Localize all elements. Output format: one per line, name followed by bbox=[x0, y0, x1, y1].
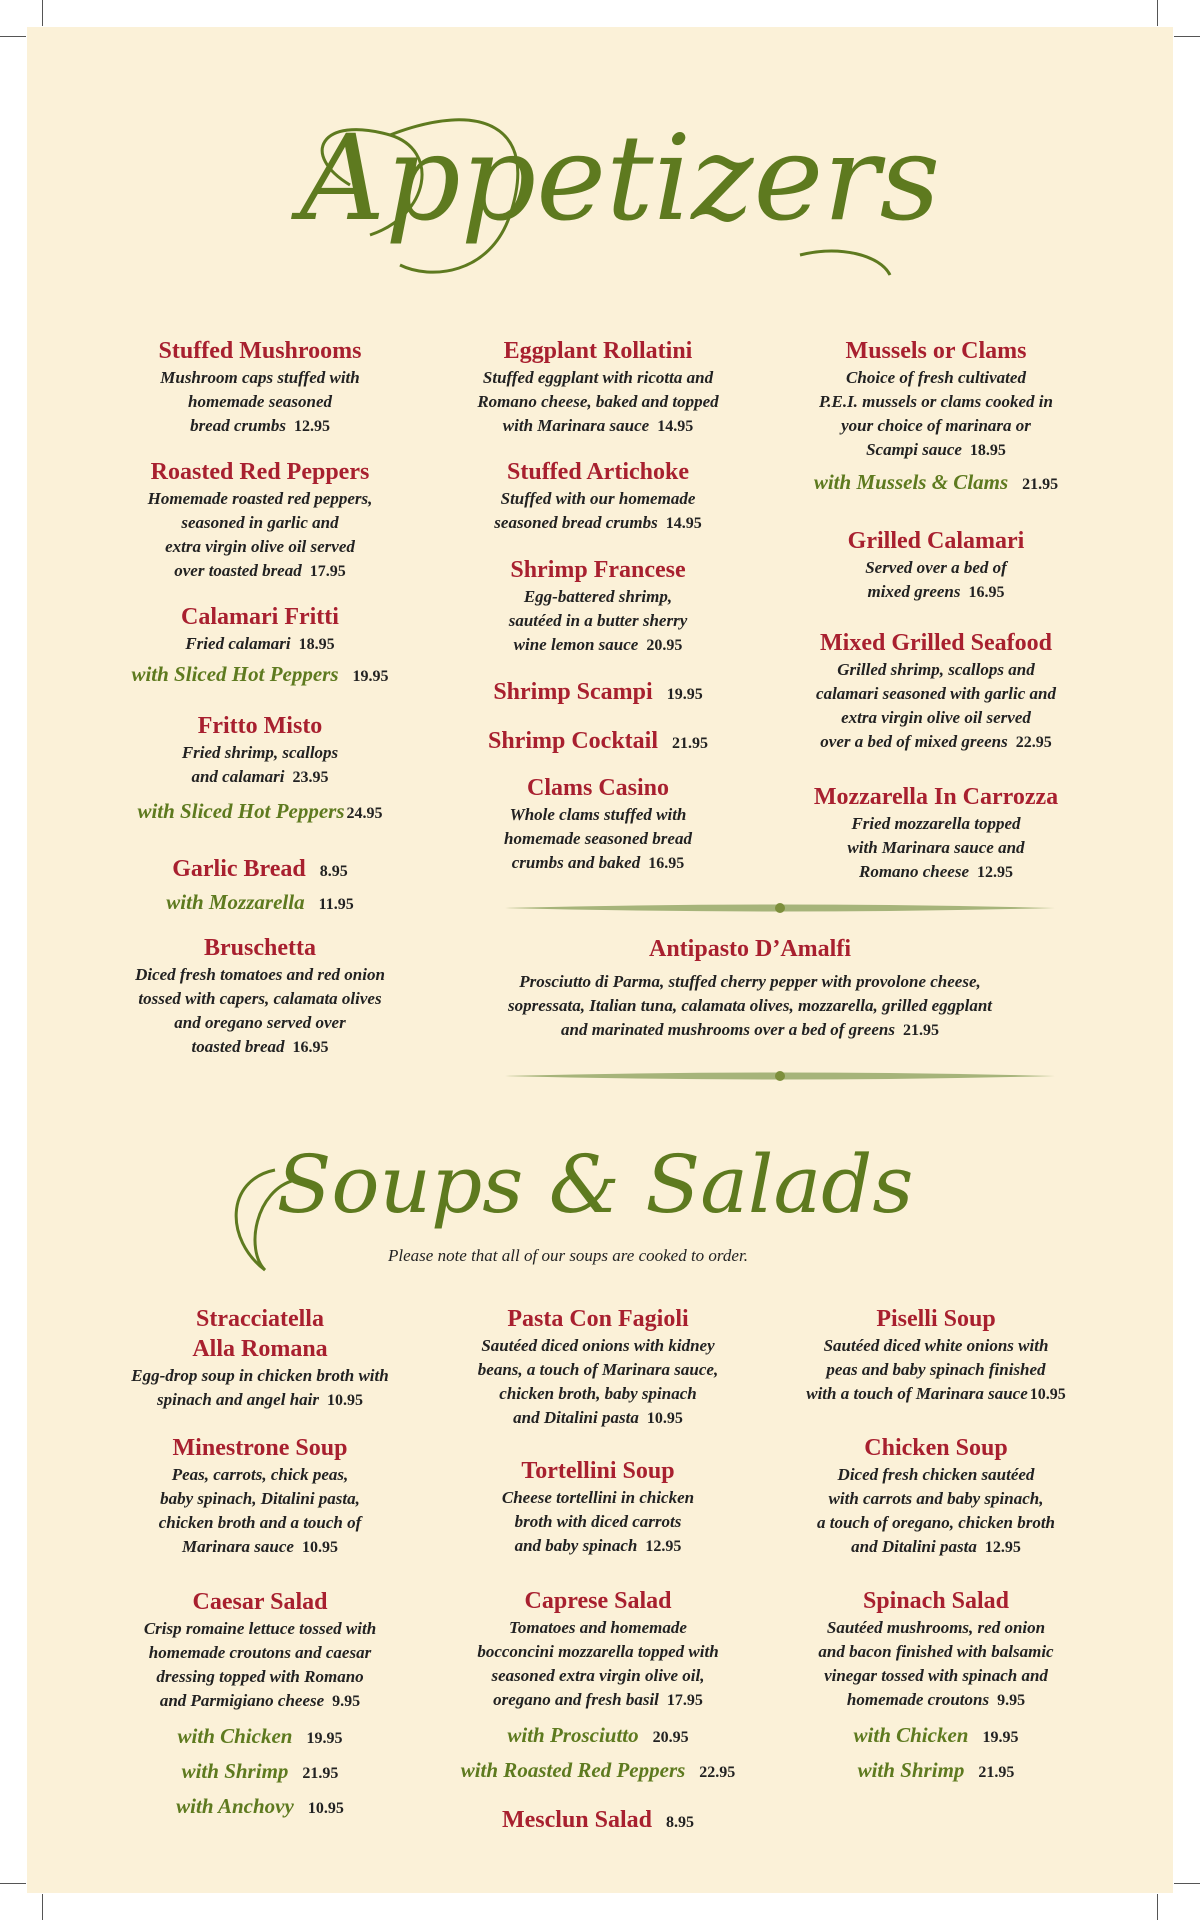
item-name: Mixed Grilled Seafood bbox=[820, 630, 1052, 656]
item-price: 17.95 bbox=[309, 563, 346, 580]
crop-mark bbox=[42, 0, 43, 26]
item-desc: seasoned bread crumbs bbox=[494, 513, 658, 532]
item-desc: Marinara sauce bbox=[182, 1537, 294, 1556]
item-desc: Diced fresh tomatoes and red onion bbox=[135, 965, 385, 984]
item-desc: a touch of oregano, chicken broth bbox=[816, 1513, 1056, 1532]
item-desc: Romano cheese bbox=[858, 862, 970, 881]
item-desc: with carrots and baby spinach, bbox=[828, 1489, 1044, 1508]
addon-price: 11.95 bbox=[318, 896, 354, 913]
item-price: 8.95 bbox=[666, 1814, 695, 1831]
item-name: Caesar Salad bbox=[192, 1589, 328, 1615]
soups-note: Please note that all of our soups are cooked to order. bbox=[388, 1246, 748, 1265]
item-fritto-misto bbox=[80, 711, 440, 829]
item-desc: Grilled shrimp, scallops and bbox=[837, 660, 1035, 679]
item-desc: bocconcini mozzarella topped with bbox=[477, 1642, 719, 1661]
item-addon: with Mussels & Clams bbox=[813, 470, 1009, 494]
item-desc: toasted bread bbox=[191, 1037, 285, 1056]
appetizers-heading: Appetizers bbox=[300, 109, 941, 247]
item-stuffed-mushrooms bbox=[80, 336, 440, 439]
item-addon: with Mozzarella bbox=[166, 890, 305, 914]
item-desc: Diced fresh chicken sautéed bbox=[837, 1465, 1035, 1484]
item-desc: Egg-battered shrimp, bbox=[523, 587, 673, 606]
item-desc: bread crumbs bbox=[190, 416, 286, 435]
item-desc: Homemade roasted red peppers, bbox=[147, 489, 373, 508]
item-price: 10.95 bbox=[1029, 1386, 1066, 1403]
item-desc: spinach and angel hair bbox=[156, 1390, 319, 1409]
item-desc: chicken broth and a touch of bbox=[158, 1513, 362, 1532]
item-desc: with a touch of Marinara sauce bbox=[806, 1384, 1028, 1403]
item-addon: with Sliced Hot Peppers bbox=[131, 662, 339, 686]
item-desc: with Marinara sauce bbox=[502, 416, 650, 435]
item-desc: Crisp romaine lettuce tossed with bbox=[143, 1619, 377, 1638]
item-addon: with Roasted Red Peppers bbox=[460, 1758, 686, 1782]
item-name: Eggplant Rollatini bbox=[503, 338, 693, 364]
item-mesclun-salad bbox=[418, 1805, 778, 1838]
item-price: 9.95 bbox=[997, 1692, 1026, 1709]
crop-mark bbox=[1174, 1883, 1200, 1884]
item-calamari-fritti bbox=[80, 602, 440, 692]
item-price: 16.95 bbox=[648, 855, 685, 872]
item-name: Shrimp Cocktail bbox=[487, 728, 658, 754]
item-desc: seasoned extra virgin olive oil, bbox=[491, 1666, 705, 1685]
addon-price: 10.95 bbox=[307, 1800, 344, 1817]
item-chicken-soup bbox=[756, 1433, 1116, 1560]
item-desc: Stuffed eggplant with ricotta and bbox=[482, 368, 714, 387]
item-shrimp-francese bbox=[418, 555, 778, 658]
item-price: 20.95 bbox=[646, 637, 683, 654]
item-addon: with Chicken bbox=[177, 1724, 293, 1748]
item-name: Shrimp Scampi bbox=[493, 679, 653, 705]
item-name: Shrimp Francese bbox=[510, 557, 686, 583]
item-caesar-salad bbox=[80, 1587, 440, 1825]
item-desc: Stuffed with our homemade bbox=[500, 489, 696, 508]
item-name: Chicken Soup bbox=[864, 1435, 1008, 1461]
divider-ornament bbox=[505, 1069, 1055, 1083]
item-desc: chicken broth, baby spinach bbox=[499, 1384, 697, 1403]
item-name: Garlic Bread bbox=[172, 856, 306, 882]
item-desc: sautéed in a butter sherry bbox=[508, 611, 688, 630]
item-name: Mussels or Clams bbox=[845, 338, 1027, 364]
item-desc: and oregano served over bbox=[174, 1013, 346, 1032]
item-name: Stracciatella bbox=[196, 1306, 324, 1332]
item-price: 12.95 bbox=[645, 1538, 682, 1555]
item-desc: Prosciutto di Parma, stuffed cherry pepper with provolone cheese, bbox=[519, 972, 981, 991]
item-price: 17.95 bbox=[666, 1692, 703, 1709]
item-addon: with Shrimp bbox=[181, 1759, 289, 1783]
item-name: Stuffed Mushrooms bbox=[158, 338, 362, 364]
item-desc: extra virgin olive oil served bbox=[841, 708, 1031, 727]
item-desc: Sautéed diced onions with kidney bbox=[481, 1336, 715, 1355]
item-desc: and baby spinach bbox=[514, 1536, 638, 1555]
item-desc: Whole clams stuffed with bbox=[509, 805, 687, 824]
addon-price: 24.95 bbox=[346, 805, 383, 822]
divider-ornament bbox=[505, 901, 1055, 915]
item-addon: with Anchovy bbox=[176, 1794, 294, 1818]
item-desc: seasoned in garlic and bbox=[181, 513, 339, 532]
item-name: Minestrone Soup bbox=[172, 1435, 348, 1461]
item-desc: Egg-drop soup in chicken broth with bbox=[131, 1366, 389, 1385]
item-desc: homemade croutons and caesar bbox=[148, 1643, 372, 1662]
item-desc: Fried calamari bbox=[185, 634, 291, 653]
item-garlic-bread bbox=[80, 854, 440, 920]
item-price: 16.95 bbox=[292, 1039, 329, 1056]
item-desc: Choice of fresh cultivated bbox=[846, 368, 1026, 387]
item-desc: P.E.I. mussels or clams cooked in bbox=[819, 392, 1053, 411]
item-name: Fritto Misto bbox=[197, 713, 323, 739]
item-name: Bruschetta bbox=[204, 935, 316, 961]
addon-price: 20.95 bbox=[652, 1729, 689, 1746]
item-price: 9.95 bbox=[332, 1693, 361, 1710]
item-price: 12.95 bbox=[293, 418, 330, 435]
crop-mark bbox=[1157, 0, 1158, 26]
item-addon: with Sliced Hot Peppers bbox=[137, 799, 345, 823]
item-shrimp-scampi bbox=[418, 677, 778, 710]
item-name: Piselli Soup bbox=[876, 1306, 996, 1332]
item-piselli-soup bbox=[756, 1304, 1116, 1407]
item-addon: with Prosciutto bbox=[507, 1723, 639, 1747]
item-name: Mesclun Salad bbox=[501, 1807, 653, 1833]
item-desc: Peas, carrots, chick peas, bbox=[171, 1465, 349, 1484]
item-price: 10.95 bbox=[646, 1410, 683, 1427]
item-name: Tortellini Soup bbox=[521, 1458, 675, 1484]
item-desc: with Marinara sauce and bbox=[847, 838, 1025, 857]
item-desc: oregano and fresh basil bbox=[493, 1690, 659, 1709]
item-price: 12.95 bbox=[984, 1539, 1021, 1556]
item-desc: Cheese tortellini in chicken bbox=[501, 1488, 695, 1507]
item-price: 12.95 bbox=[977, 864, 1014, 881]
item-desc: homemade seasoned bread bbox=[504, 829, 692, 848]
addon-price: 19.95 bbox=[982, 1729, 1019, 1746]
item-desc: extra virgin olive oil served bbox=[165, 537, 355, 556]
item-price: 10.95 bbox=[301, 1539, 338, 1556]
item-stuffed-artichoke bbox=[418, 457, 778, 536]
item-desc: homemade seasoned bbox=[187, 392, 333, 411]
addon-price: 19.95 bbox=[352, 668, 389, 685]
item-desc: broth with diced carrots bbox=[514, 1512, 682, 1531]
item-desc: dressing topped with Romano bbox=[156, 1667, 364, 1686]
item-mussels-clams bbox=[756, 336, 1116, 500]
item-mixed-grilled-seafood bbox=[756, 628, 1116, 755]
item-price: 22.95 bbox=[1015, 734, 1052, 751]
addon-price: 21.95 bbox=[978, 1764, 1015, 1781]
item-price: 19.95 bbox=[666, 686, 703, 703]
item-desc: Scampi sauce bbox=[866, 440, 962, 459]
item-desc: vinegar tossed with spinach and bbox=[824, 1666, 1048, 1685]
item-desc: mixed greens bbox=[867, 582, 961, 601]
item-name: Mozzarella In Carrozza bbox=[813, 784, 1059, 810]
item-desc: baby spinach, Ditalini pasta, bbox=[160, 1489, 360, 1508]
addon-price: 19.95 bbox=[306, 1730, 343, 1747]
item-desc: crumbs and baked bbox=[511, 853, 641, 872]
item-desc: and calamari bbox=[191, 767, 285, 786]
addon-price: 21.95 bbox=[1022, 476, 1059, 493]
item-desc: over a bed of mixed greens bbox=[820, 732, 1008, 751]
item-name: Stuffed Artichoke bbox=[507, 459, 689, 485]
item-addon: with Chicken bbox=[853, 1723, 969, 1747]
item-price: 10.95 bbox=[327, 1392, 363, 1409]
item-desc: sopressata, Italian tuna, calamata olives, mozzarella, grilled eggplant bbox=[507, 996, 993, 1015]
item-price: 18.95 bbox=[969, 442, 1006, 459]
crop-mark bbox=[1157, 1894, 1158, 1920]
item-desc: Tomatoes and homemade bbox=[509, 1618, 687, 1637]
item-clams-casino bbox=[418, 773, 778, 876]
crop-mark bbox=[1174, 36, 1200, 37]
item-desc: Romano cheese, baked and topped bbox=[477, 392, 719, 411]
item-pasta-fagioli bbox=[418, 1304, 778, 1431]
item-desc: and Parmigiano cheese bbox=[159, 1691, 325, 1710]
item-stracciatella bbox=[80, 1304, 440, 1413]
item-desc: beans, a touch of Marinara sauce, bbox=[477, 1360, 719, 1379]
item-desc: and marinated mushrooms over a bed of greens bbox=[561, 1020, 895, 1039]
item-price: 23.95 bbox=[292, 769, 329, 786]
item-desc: Mushroom caps stuffed with bbox=[160, 368, 360, 387]
item-name: Pasta Con Fagioli bbox=[507, 1306, 689, 1332]
addon-price: 22.95 bbox=[699, 1764, 736, 1781]
item-caprese-salad bbox=[418, 1586, 778, 1789]
addon-price: 21.95 bbox=[302, 1765, 339, 1782]
item-name: Alla Romana bbox=[192, 1336, 328, 1362]
item-price: 14.95 bbox=[665, 515, 702, 532]
item-desc: calamari seasoned with garlic and bbox=[816, 684, 1056, 703]
item-name: Calamari Fritti bbox=[181, 604, 339, 630]
item-grilled-calamari bbox=[756, 526, 1116, 605]
item-name: Caprese Salad bbox=[524, 1588, 672, 1614]
item-desc: Sautéed diced white onions with bbox=[823, 1336, 1049, 1355]
item-bruschetta bbox=[80, 933, 440, 1060]
item-name: Grilled Calamari bbox=[847, 528, 1025, 554]
item-antipasto bbox=[440, 934, 1060, 1043]
item-desc: your choice of marinara or bbox=[841, 416, 1031, 435]
item-tortellini-soup bbox=[418, 1456, 778, 1559]
item-desc: homemade croutons bbox=[846, 1690, 990, 1709]
item-mozzarella-carrozza bbox=[756, 782, 1116, 885]
item-addon: with Shrimp bbox=[857, 1758, 965, 1782]
item-price: 21.95 bbox=[902, 1022, 939, 1039]
item-desc: Served over a bed of bbox=[865, 558, 1007, 577]
item-price: 18.95 bbox=[298, 636, 335, 653]
crop-mark bbox=[0, 36, 26, 37]
item-desc: and Ditalini pasta bbox=[513, 1408, 639, 1427]
item-name: Clams Casino bbox=[526, 775, 670, 801]
item-desc: tossed with capers, calamata olives bbox=[138, 989, 382, 1008]
item-desc: Fried shrimp, scallops bbox=[181, 743, 339, 762]
item-desc: wine lemon sauce bbox=[513, 635, 639, 654]
item-name: Spinach Salad bbox=[862, 1588, 1010, 1614]
item-desc: peas and baby spinach finished bbox=[826, 1360, 1046, 1379]
item-price: 14.95 bbox=[657, 418, 694, 435]
item-name: Roasted Red Peppers bbox=[150, 459, 370, 485]
item-desc: over toasted bread bbox=[174, 561, 302, 580]
item-desc: and bacon finished with balsamic bbox=[818, 1642, 1054, 1661]
item-roasted-red-peppers bbox=[80, 457, 440, 584]
item-desc: Fried mozzarella topped bbox=[851, 814, 1021, 833]
item-price: 16.95 bbox=[968, 584, 1005, 601]
item-shrimp-cocktail bbox=[418, 726, 778, 759]
item-name: Antipasto D’Amalfi bbox=[649, 936, 851, 962]
crop-mark bbox=[0, 1883, 26, 1884]
item-spinach-salad bbox=[756, 1586, 1116, 1789]
item-price: 21.95 bbox=[672, 735, 708, 752]
item-minestrone bbox=[80, 1433, 440, 1560]
crop-mark bbox=[42, 1894, 43, 1920]
item-desc: and Ditalini pasta bbox=[851, 1537, 977, 1556]
item-eggplant-rollatini bbox=[418, 336, 778, 439]
soups-salads-heading: Soups & Salads bbox=[276, 1138, 914, 1231]
item-desc: Sautéed mushrooms, red onion bbox=[826, 1618, 1046, 1637]
item-price: 8.95 bbox=[319, 863, 348, 880]
